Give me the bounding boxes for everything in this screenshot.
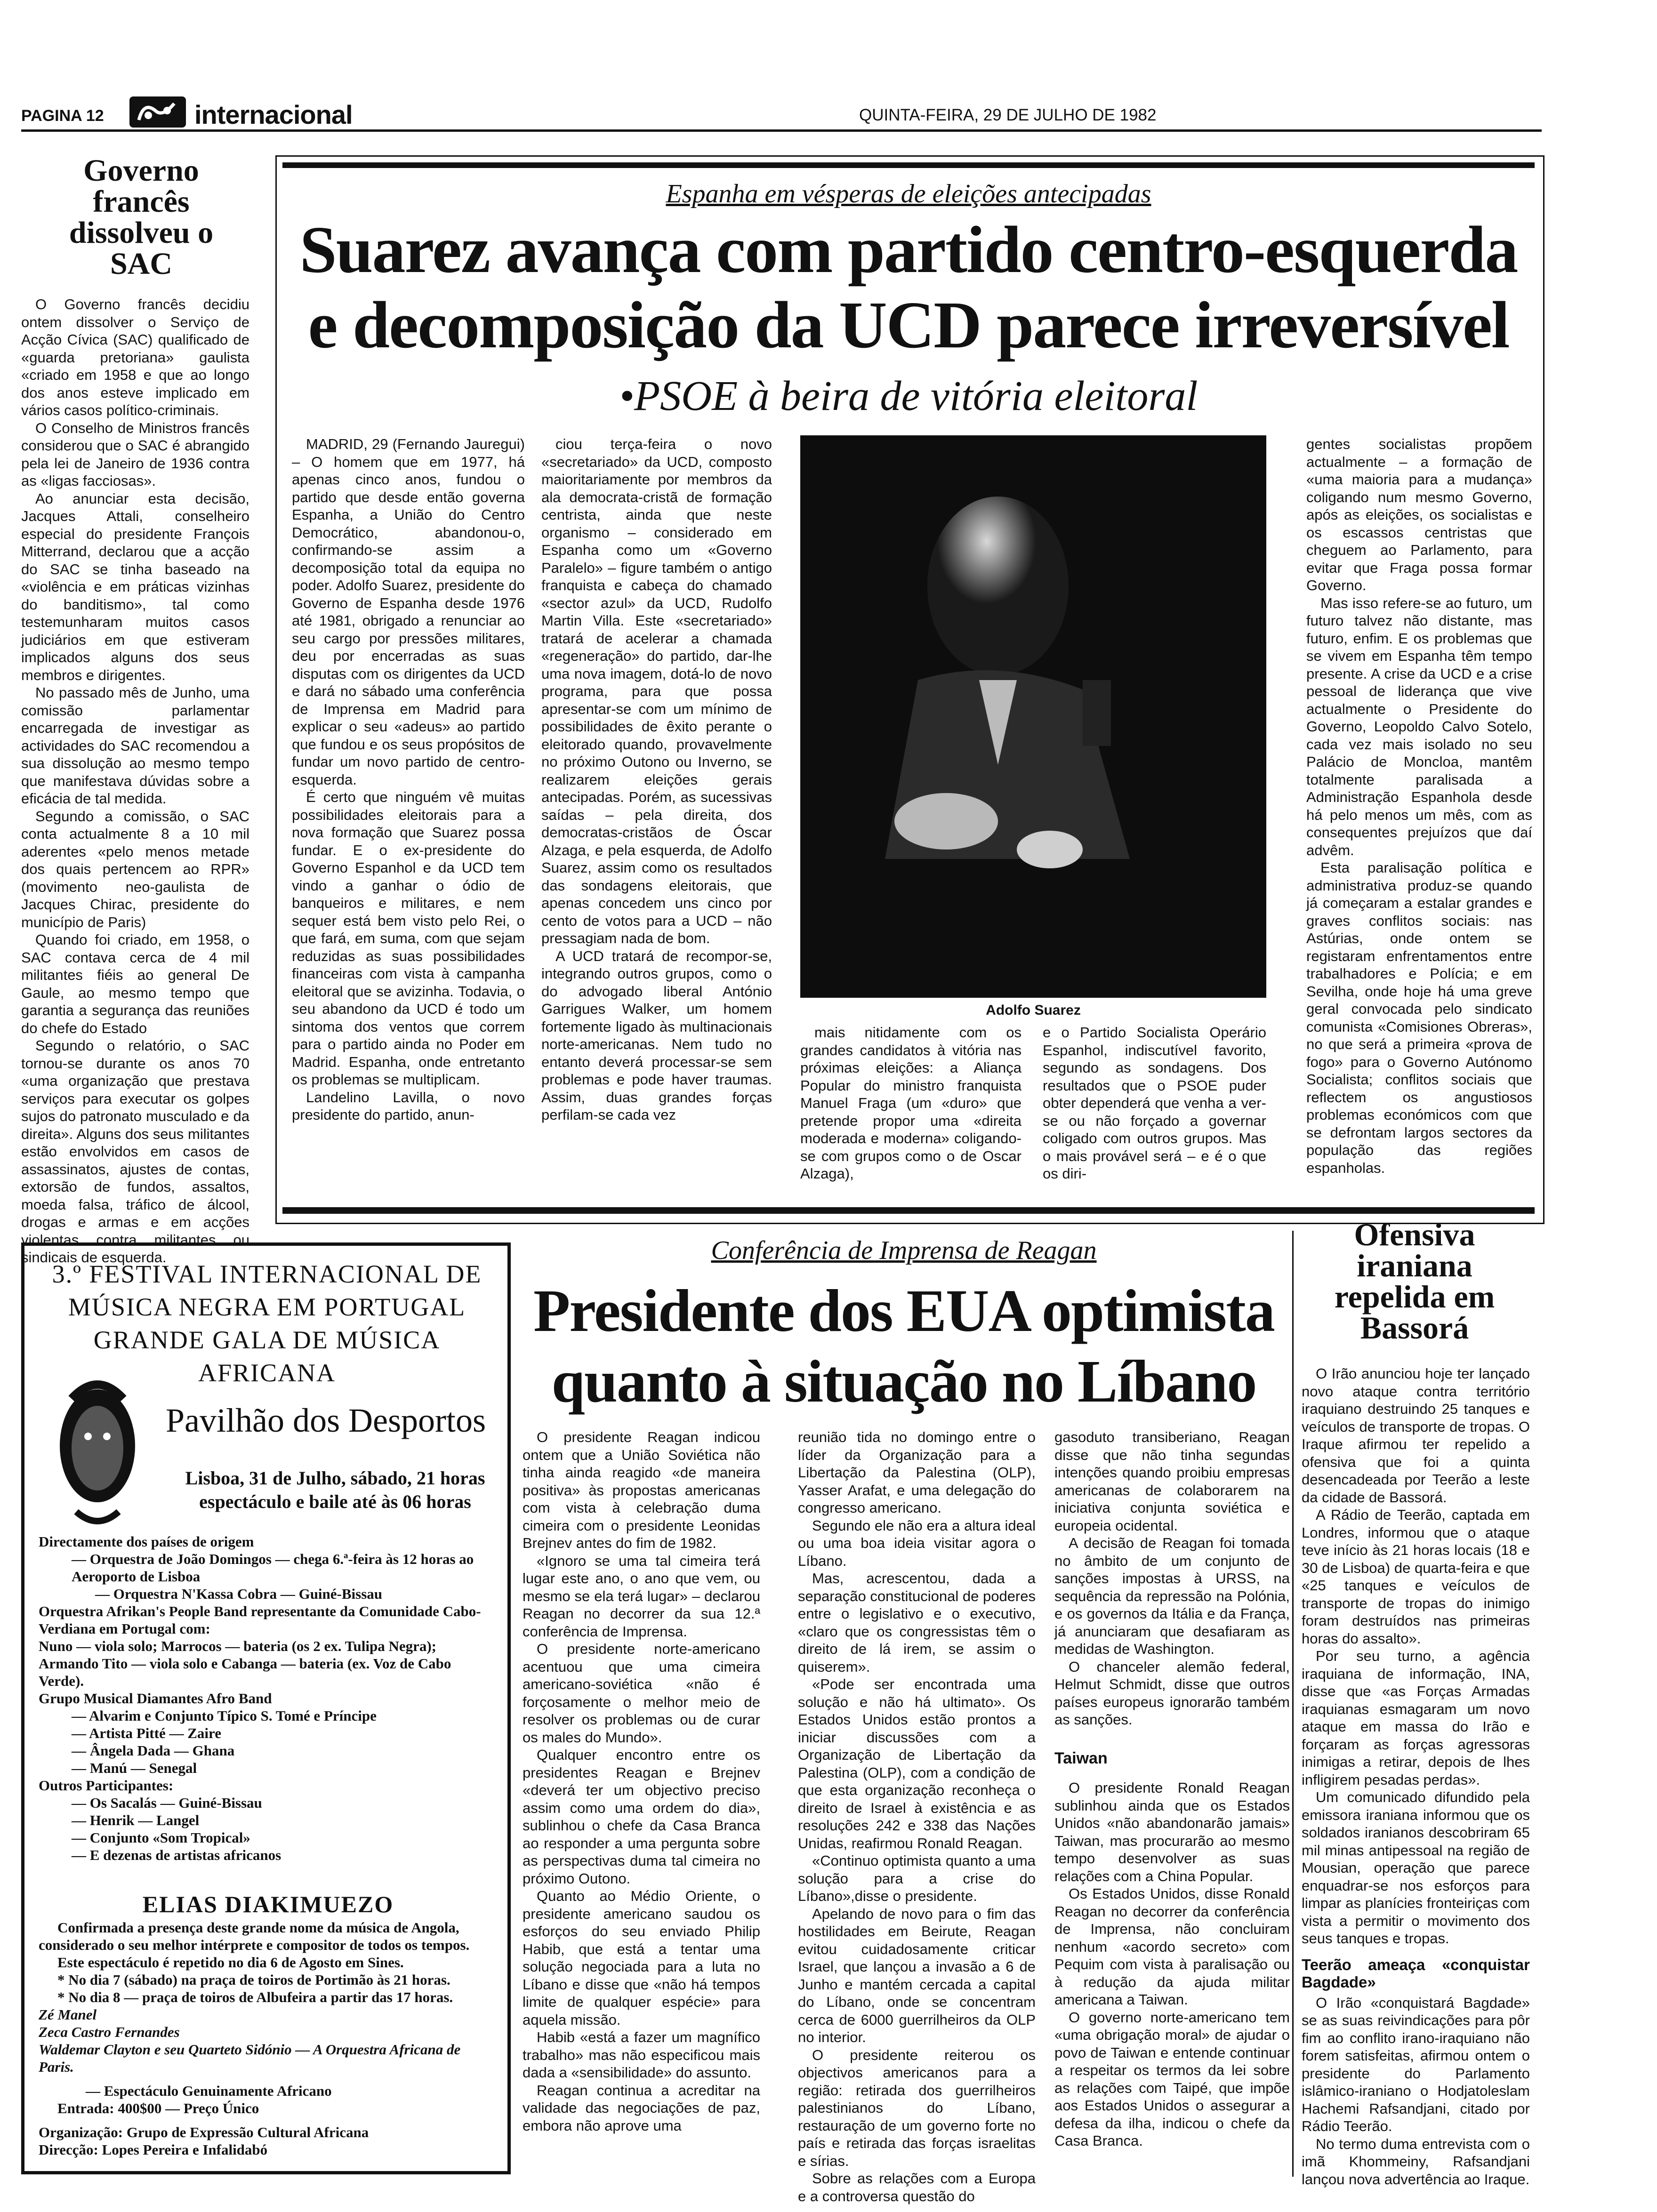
ad-line: Organização: Grupo de Expressão Cultural Africana [39, 2124, 369, 2140]
paragraph: O presidente Ronald Reagan sublinhou ainda que os Estados Unidos «não abandonarão jamais» Taiwan, mas procurarão ao mesmo tempo desenvolver as suas relações com a China Popular. [1054, 1779, 1290, 1884]
paragraph: É certo que ninguém vê muitas possibilidades eleitorais para a nova formação que Suarez possa fundar. E o ex-presidente do Governo Espanhol e da UCD tem vindo a ganhar o ódio de banqueiros e militares, e nem sequer está bem visto pelo Rei, o que fará, em suma, com que sejam reduzidas as suas possibilidades financeiras com vista à campanha eleitoral que se avizinha. Todavia, o seu abandono da UCD é todo um sintoma dos ventos que correm para o partido ainda no Poder em Madrid. Espanha, onde entretanto os problemas se multiplicam. [292, 789, 525, 1088]
ad-venue: Pavilhão dos Desportos [166, 1402, 486, 1439]
ad-line: * No dia 8 — praça de toiros de Albufeira a partir das 17 horas. [57, 1989, 453, 2005]
reagan-headline-2: quanto à situação no Líbano [551, 1348, 1256, 1415]
paragraph: Qualquer encontro entre os presidentes Reagan e Brejnev «deverá ter um objectivo preciso assim como uma ordem do dia», sublinhou o chefe da Casa Branca ao responder a uma pergunta sobre as perspectivas duma tal cimeira no próximo Outono. [523, 1747, 760, 1887]
masthead [21, 96, 1542, 129]
paragraph: reunião tida no domingo entre o líder da Organização para a Libertação da Palestina (OLP), Yasser Arafat, e uma delegação do congresso americano. [798, 1429, 1036, 1516]
photo-caption: Adolfo Suarez [986, 1002, 1081, 1018]
main-col-4 [1043, 1024, 1266, 1198]
paragraph: Mas isso refere-se ao futuro, um futuro talvez não distante, mas futuro, enfim. E os problemas que se vivem em Espanha têm tempo presente. A crise da UCD e a crise pessoal de liderança que vive actualmente o Presidente do Governo, Leopoldo Calvo Sotelo, cada vez mais isolado no seu Palácio de Moncloa, mantêm totalmente paralisada a Administração Espanhola desde há pelo menos um mês, com as consequentes prejuízos que daí advêm. [1306, 594, 1532, 858]
ad-line: Waldemar Clayton e seu Quarteto Sidónio — A Orquestra Africana de Paris. [39, 2041, 461, 2075]
left-story-title: Governo francês dissolveu o SAC [69, 153, 214, 281]
ad-line: — Orquestra N'Kassa Cobra — Guiné-Bissau [95, 1586, 383, 1602]
ad-line: Este espectáculo é repetido no dia 6 de Agosto em Sines. [57, 1954, 404, 1971]
iran-subhead: Teerão ameaça «conquistar Bagdade» [1302, 1956, 1530, 1991]
paragraph: Segundo ele não era a altura ideal ou uma boa ideia visitar agora o Líbano. [798, 1517, 1036, 1569]
paragraph: Um comunicado difundido pela emissora iraniana informou que os soldados iranianos descobriram 65 mil minas antipessoal na região de Mousian, operação que parece enquadrar-se nos esforços para limpar as planícies fronteiriças com vista a permitir o movimento dos seus tanques e tropas. [1302, 1789, 1530, 1947]
paragraph: e o Partido Socialista Operário Espanhol, indiscutível favorito, segundo as sondagens. Dos resultados que o PSOE puder obter dependerá que venha a ver-se ou não forçado a governar coligado com outros grupos. Mas o mais provável será – e é o que os diri- [1043, 1024, 1266, 1182]
paragraph: MADRID, 29 (Fernando Jauregui) – O homem que em 1977, há apenas cinco anos, fundou o partido que desde então governa Espanha, a União do Centro Democrático, abandonou-o, confirmando-se assim a decomposição total da equipa no poder. Adolfo Suarez, presidente do Governo de Espanha desde 1976 até 1981, obrigado a renunciar ao seu cargo por pressões militares, deu por encerradas as suas disputas com os dirigentes da UCD e dará no sábado uma conferência de Imprensa em Madrid para explicar o seu «adeus» ao partido que fundou e os seus propósitos de fundar um novo partido de centro-esquerda. [292, 436, 525, 788]
ad-lineup [39, 1533, 498, 1864]
paragraph: A UCD tratará de recompor-se, integrando outros grupos, como o do advogado liberal António Garrigues Walker, um homem fortemente ligado às multinacionais norte-americanas. Nem tudo no entanto deverá processar-se sem problemas e pode haver traumas. Assim, duas grandes forças perfilam-se cada vez [541, 947, 772, 1123]
page-number: PAGINA 12 [21, 107, 104, 125]
ad-line: Direcção: Lopes Pereira e Infalidabó [39, 2141, 268, 2158]
paragraph: O Irão anunciou hoje ter lançado novo ataque contra território iraquiano destruindo 25 tanques e veículos de transporte de tropas. O Iraque afirmou ter repelido a ofensiva que foi a quinta desencadeada por Teerão a leste da cidade de Bassorá. [1302, 1365, 1530, 1506]
reagan-col-1 [523, 1428, 760, 2181]
main-box-top-rule [282, 162, 1535, 168]
ad-line: * No dia 7 (sábado) na praça de toiros de Portimão às 21 horas. [57, 1972, 450, 1988]
paragraph: Apelando de novo para o fim das hostilidades em Beirute, Reagan evitou cuidadosamente criticar Israel, que lançou a invasão a 6 de Junho e mantém cercada a capital do Líbano, onde se concentram cerca de 6000 guerrilheiros da OLP no interior. [798, 1905, 1036, 2045]
festival-ad [21, 1242, 511, 2174]
paragraph: «Ignoro se uma tal cimeira terá lugar este ano, o ano que vem, ou mesmo se ela terá lugar» – declarou Reagan no decorrer da sua 12.ª conferência de Imprensa. [523, 1552, 760, 1640]
paragraph: Quanto ao Médio Oriente, o presidente americano saudou os esforços do seu enviado Philip Habib, que está a tentar uma solução negociada para a luta no Líbano e disse que «não há tempos limite de qualquer espécie» para aquela missão. [523, 1888, 760, 2028]
paragraph: O Governo francês decidiu ontem dissolver o Serviço de Acção Cívica (SAC) qualificado de «guarda pretoriana» gaulista «criado em 1958 e que ao longo dos anos esteve implicado em vários casos político-criminais. [21, 296, 249, 418]
main-box-bottom-rule [282, 1207, 1535, 1214]
paragraph: A Rádio de Teerão, captada em Londres, informou que o ataque teve início às 21 horas locais (18 e 30 de Lisboa) de quarta-feira e que «25 tanques e veículos de transporte de tropas do inimigo foram destruídos nas primeiras horas do assalto». [1302, 1507, 1530, 1647]
paragraph: Mas, acrescentou, dada a separação constitucional de poderes entre o legislativo e o executivo, «claro que os congressistas têm o direito de lá irem, se assim o quiserem». [798, 1570, 1036, 1675]
reagan-col-3 [1054, 1428, 1290, 2181]
paragraph: gentes socialistas propõem actualmente – a formação de «uma maioria para a mudança» coligando num mesmo Governo, após as eleições, os socialistas e os escassos centristas que cheguem ao Parlamento, para evitar que Fraga possa formar Governo. [1306, 436, 1532, 593]
paragraph: A decisão de Reagan foi tomada no âmbito de um conjunto de sanções impostas à URSS, na sequência da repressão na Polónia, e os governos da Itália e da França, já anunciaram que desafiaram as medidas de Washington. [1054, 1535, 1290, 1657]
paragraph: O Irão «conquistará Bagdade» se as suas reivindicações para pôr fim ao conflito irano-iraquiano não forem satisfeitas, afirmou ontem o presidente do Parlamento islâmico-iraniano o Hodjatoleslam Hachemi Rafsandjani, citado por Rádio Teerão. [1302, 1994, 1530, 2134]
paragraph: O presidente norte-americano acentuou que uma cimeira americano-soviética «não é forçosamente o melhor meio de resolver os problemas ou de curar os males do Mundo». [523, 1641, 760, 1746]
main-col-5 [1306, 435, 1532, 1200]
ad-line: Directamente dos países de origem [39, 1533, 254, 1550]
ad-line: — Artista Pitté — Zaire [72, 1725, 221, 1741]
paragraph: O governo norte-americano tem «uma obrigação moral» de ajudar o povo de Taiwan e entende continuar a respeitar os termos da lei sobre as relações com Taipé, que impõe aos Estados Unidos o assegurar a defesa da ilha, indicou o chefe da Casa Branca. [1054, 2009, 1290, 2149]
main-headline-1: Suarez avança com partido centro-esquerda [299, 212, 1518, 287]
ad-line: — Orquestra de João Domingos — chega 6.ª-feira às 12 horas ao Aeroporto de Lisboa [72, 1551, 474, 1585]
main-headline-2: e decomposição da UCD parece irreversível [308, 288, 1509, 362]
paragraph: Habib «está a fazer um magnífico trabalho» mas não especificou mais dada a «sensibilidade» do assunto. [523, 2029, 760, 2081]
ad-portrait [43, 1370, 152, 1531]
paragraph: Segundo o relatório, o SAC tornou-se durante os anos 70 «uma organização que prestava serviços para executar os golpes sujos do patronato musculado e da direita». Alguns dos seus militantes estão envolvidos em casos de assassinatos, ajustes de contas, extorsão de fundos, assaltos, moeda falsa, tráfico de álcool, drogas e armas e em acções violentas contra militantes ou sindicais de esquerda. [21, 1037, 249, 1266]
ad-line: — Alvarim e Conjunto Típico S. Tomé e Príncipe [72, 1707, 377, 1724]
ad-line: Zé Manel [39, 2006, 97, 2023]
paragraph: Ao anunciar esta decisão, Jacques Attali, conselheiro especial do presidente François Mitterrand, declarou que a acção do SAC se tinha baseado na «violência e em práticas vizinhas do banditismo», tal como testemunharam muitos casos judiciários em que estiveram implicados alguns dos seus membros e dirigentes. [21, 490, 249, 683]
paragraph: No termo duma entrevista com o imã Khommeiny, Rafsandjani lançou nova advertência ao Iraque. [1302, 2135, 1530, 2188]
suarez-photo [800, 435, 1266, 998]
paragraph: No passado mês de Junho, uma comissão parlamentar encarregada de investigar as actividades do SAC recomendou a sua dissolução ao mesmo tempo que manifestava dúvidas sobre a eficácia de tal medida. [21, 684, 249, 807]
ad-line: Orquestra Afrikan's People Band representante da Comunidade Cabo-Verdiana em Portugal com: [39, 1603, 481, 1637]
left-story-body [21, 296, 249, 1266]
column-rule [1292, 1231, 1294, 2177]
reagan-col-2 [798, 1428, 1036, 2204]
paragraph: Landelino Lavilla, o novo presidente do partido, anun- [292, 1089, 525, 1123]
ad-line: — Manú — Senegal [72, 1760, 197, 1776]
ad-line: Zeca Castro Fernandes [39, 2024, 180, 2040]
ad-line: — Conjunto «Som Tropical» [72, 1829, 250, 1846]
ad-line: — Ângela Dada — Ghana [72, 1742, 235, 1759]
ad-line: Confirmada a presença deste grande nome da música de Angola, considerado o seu melhor intérprete e compositor de todos os tempos. [39, 1919, 470, 1953]
ad-line: — E dezenas de artistas africanos [72, 1847, 282, 1863]
ad-line: Entrada: 400$00 — Preço Único [57, 2100, 259, 2116]
iran-story-title: Ofensiva iraniana repelida em Bassorá [1334, 1217, 1495, 1346]
ad-line: Nuno — viola solo; Marrocos — bateria (os 2 ex. Tulipa Negra); Armando Tito — viola solo e Cabanga — bateria (ex. Voz de Cabo Verde). [39, 1638, 451, 1689]
reagan-headline-1: Presidente dos EUA optimista [533, 1277, 1274, 1344]
paragraph: Segundo a comissão, o SAC conta actualmente 8 a 10 mil aderentes «pelo menos metade dos quais pertencem ao RPR» (movimento neo-gaulista de Jacques Chirac, presidente do município de Paris) [21, 808, 249, 930]
reagan-kicker: Conferência de Imprensa de Reagan [711, 1236, 1097, 1265]
paragraph: O presidente Reagan indicou ontem que a União Soviética não tinha ainda reagido «de maneira positiva» às propostas americanas com vista à celebração duma cimeira com o presidente Leonidas Brejnev antes do fim de 1982. [523, 1429, 760, 1551]
main-col-2 [541, 435, 772, 1184]
paragraph: ciou terça-feira o novo «secretariado» da UCD, composto maioritariamente por membros da ala democrata-cristã de formação centrista, ainda que neste organismo – considerado em Espanha como um «Governo Paralelo» – figure também o antigo franquista e cabeça do chamado «sector azul» da UCD, Rudolfo Martin Villa. Este «secretariado» tratará de acelerar a chamada «regeneração» do partido, dar-lhe uma nova imagem, dotá-lo de novo programa, para que possa apresentar-se com um mínimo de possibilidades de êxito perante o eleitorado quando, provavelmente no próximo Outono ou Inverno, se realizarem eleições gerais antecipadas. Porém, as sucessivas saídas – pela direita, dos democratas-cristãos de Óscar Alzaga, e pela esquerda, de Adolfo Suarez, assim como os resultados das sondagens eleitorais, que apenas concedem uns cinco por cento de votos para a UCD – não pressagiam nada de bom. [541, 436, 772, 946]
ad-line: — Os Sacalás — Guiné-Bissau [72, 1795, 262, 1811]
paragraph: Reagan continua a acreditar na validade das negociações de paz, embora não aprove uma [523, 2082, 760, 2134]
issue-date: QUINTA-FEIRA, 29 DE JULHO DE 1982 [859, 106, 1157, 124]
paragraph: Os Estados Unidos, disse Ronald Reagan no decorrer da conferência de Imprensa, não concluiram nenhum «acordo secreto» com Pequim com vista à paralisação ou à redução da ajuda militar americana a Taiwan. [1054, 1885, 1290, 2008]
paragraph: «Continuo optimista quanto a uma solução para a crise do Líbano»,disse o presidente. [798, 1852, 1036, 1904]
paragraph: gasoduto transiberiano, Reagan disse que não tinha segundas intenções quando proibiu empresas americanas de colaborarem na iniciativa conjunta soviética e europeia ocidental. [1054, 1429, 1290, 1534]
paragraph: O presidente reiterou os objectivos americanos para a região: retirada dos guerrilheiros palestinianos do Líbano, restauração de um governo forte no país e retirada das forças israelitas e sírias. [798, 2046, 1036, 2169]
paragraph: Por seu turno, a agência iraquiana de informação, INA, disse que «as Forças Armadas iraquianas esmagaram um novo ataque em massa do Irão e forçaram as forças agressoras inimigas a retirar, depois de lhes infligirem pesadas perdas». [1302, 1648, 1530, 1788]
main-col-1 [292, 435, 525, 1184]
ad-line: — Espectáculo Genuinamente Africano [86, 2083, 332, 2099]
paragraph: «Pode ser encontrada uma solução e não há ultimato». Os Estados Unidos estão prontos a iniciar discussões com a Organização de Libertação da Palestina (OLP), com a condição de que esta organização reconheça o direito de Israel à existência e as resoluções 242 e 338 das Nações Unidas, reafirmou Ronald Reagan. [798, 1676, 1036, 1851]
taiwan-subhead: Taiwan [1054, 1749, 1108, 1767]
masthead-rule [21, 129, 1542, 132]
iran-story-body [1302, 1365, 1530, 2188]
main-col-3 [800, 1024, 1022, 1198]
paragraph: Quando foi criado, em 1958, o SAC contava cerca de 4 mil militantes fiéis ao general De Gaule, ao mesmo tempo que garantia a segurança das reuniões do chefe do Estado [21, 931, 249, 1036]
paragraph: Esta paralisação política e administrativa produz-se quando já começaram a estalar grandes e graves conflitos sociais: nas Astúrias, onde ontem se registaram enfrentamentos entre trabalhadores e Polícia; e em Sevilha, onde hoje há uma greve geral convocada pelo sindicato comunista «Comisiones Obreras», no que será a primeira «prova de fogo» para o Governo Autónomo Socialista; conflitos sociais que reflectem os angustiosos problemas económicos com que se defrontam largos sectores da população das regiões espanholas. [1306, 859, 1532, 1176]
main-subhead: •PSOE à beira de vitória eleitoral [619, 373, 1198, 419]
ad-details [39, 1919, 498, 2158]
ad-star: ELIAS DIAKIMUEZO [142, 1891, 394, 1917]
paragraph: O chanceler alemão federal, Helmut Schmidt, disse que outros países europeus ignorarão também as sanções. [1054, 1658, 1290, 1728]
ad-title: 3.º FESTIVAL INTERNACIONAL DE MÚSICA NEGRA EM PORTUGAL GRANDE GALA DE MÚSICA AFRICANA [52, 1260, 482, 1387]
section-logo-icon [129, 96, 186, 128]
ad-line: Grupo Musical Diamantes Afro Band [39, 1690, 272, 1707]
paragraph: mais nitidamente com os grandes candidatos à vitória nas próximas eleições: a Aliança Popular do ministro franquista Manuel Fraga (um «duro» que pretende propor uma «direita moderada e moderna» coligando-se com grupos como o de Oscar Alzaga), [800, 1024, 1022, 1182]
section-name: internacional [194, 100, 353, 129]
ad-line: Outros Participantes: [39, 1777, 174, 1794]
ad-line: — Henrik — Langel [72, 1812, 200, 1828]
paragraph: Sobre as relações com a Europa e a controversa questão do [798, 2170, 1036, 2204]
ad-show: espectáculo e baile até às 06 horas [199, 1491, 471, 1512]
ad-date: Lisboa, 31 de Julho, sábado, 21 horas [185, 1467, 485, 1489]
main-kicker: Espanha em vésperas de eleições antecipadas [666, 179, 1151, 208]
paragraph: O Conselho de Ministros francês considerou que o SAC é abrangido pela lei de Janeiro de 1936 contra as «ligas facciosas». [21, 419, 249, 489]
